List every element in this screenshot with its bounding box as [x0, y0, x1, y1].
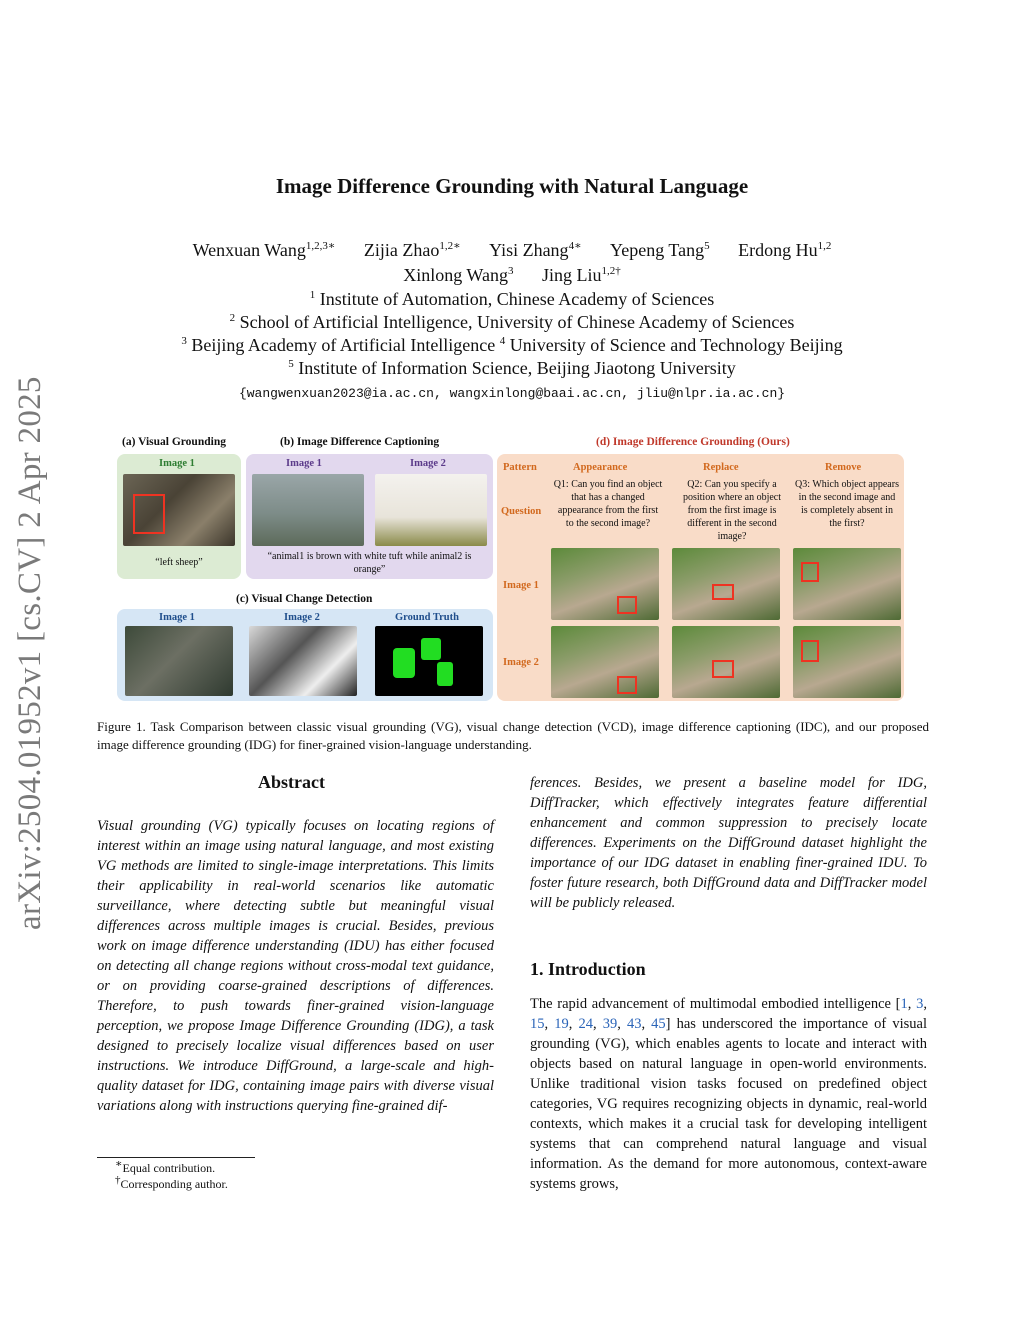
footnote-equal-contribution: ∗Equal contribution. — [115, 1158, 216, 1175]
panel-b-caption: “animal1 is brown with white tuft while animal2 is orange” — [267, 551, 472, 575]
sheep-photo — [123, 474, 235, 546]
figure-caption: Figure 1. Task Comparison between classic visual grounding (VG), visual change detection (VCD), image difference captioning (IDC), and our proposed image difference grounding (IDG) for finer-grained vision-language understanding. — [97, 719, 929, 752]
citation-link[interactable]: 1 — [900, 996, 908, 1012]
abstract-text-left: Visual grounding (VG) typically focuses on locating regions of interest within an image using natural language, and most existing VG methods are limited to single-image interpretations. This limits their applicability in real-world scenarios like automatic surveillance, where detecting subtle but meaningful visual differences across multiple images is crucial. Besides, previous work on image difference understanding (IDU) has either focused on detecting all change regions without cross-modal text guidance, or on providing coarse-grained descriptions of differences. Therefore, to push towards finer-grained vision-language perception, we propose Image Difference Grounding (IDG), a task designed to precisely localize visual differences based on user instructions. We introduce DiffGround, a large-scale and high-quality dataset for IDG, containing image pairs with diverse visual variations along with instructions querying fine-grained dif- — [97, 818, 494, 1114]
panel-c-ground-truth-label: Ground Truth — [395, 612, 459, 623]
panel-visual-change-detection — [117, 609, 493, 701]
author: Jing Liu$^{1,2\dagger}$ — [541, 265, 621, 285]
panel-c-title: (c) Visual Change Detection — [236, 593, 373, 605]
panel-b-image1-label: Image 1 — [286, 458, 322, 469]
citation-link[interactable]: 39 — [602, 1016, 618, 1032]
affiliation-3-4: $^3$ Beijing Academy of Artificial Intelligence $^4$ University of Science and Technology Beijing — [181, 335, 843, 355]
change-mask — [375, 626, 483, 696]
panel-image-difference-grounding — [497, 454, 904, 701]
pattern-replace: Replace — [703, 462, 739, 473]
row-label-question: Question — [501, 506, 542, 517]
garden-image1-a — [551, 548, 659, 620]
author: Zijia Zhao$^{1,2∗}$ — [363, 240, 461, 260]
panel-b-title: (b) Image Difference Captioning — [280, 436, 440, 448]
abstract-text-right: ferences. Besides, we present a baseline model for IDG, DiffTracker, which effectively integrates feature differential enhancement and common suppression to precisely locate differences. Experiments on the DiffGround dataset highlight the importance of our IDG dataset in enabling finer-grained IDU. To foster future research, both DiffGround data and DiffTracker model will be publicly released. — [530, 775, 927, 911]
introduction-heading: 1. Introduction — [530, 959, 646, 979]
panel-c-image2-label: Image 2 — [284, 612, 320, 623]
aerial-photo-1 — [125, 626, 233, 696]
author: Yisi Zhang$^{4∗}$ — [489, 240, 582, 260]
row-label-pattern: Pattern — [503, 462, 537, 473]
citation-link[interactable]: 24 — [578, 1016, 593, 1032]
author-emails: {wangwenxuan2023@ia.ac.cn, wangxinlong@baai.ac.cn, jliu@nlpr.ia.ac.cn} — [238, 386, 786, 401]
author-line-1 — [0, 240, 1024, 261]
garden-image1-c — [793, 548, 901, 620]
pattern-appearance: Appearance — [573, 462, 628, 473]
affiliation-5: $^5$ Institute of Information Science, Beijing Jiaotong University — [288, 358, 736, 378]
author: Yepeng Tang$^5$ — [610, 240, 710, 260]
author-line-2 — [0, 265, 1024, 286]
row-label-image1: Image 1 — [503, 580, 539, 591]
author: Erdong Hu$^{1,2}$ — [738, 240, 832, 260]
affiliation-2: $^2$ School of Artificial Intelligence, University of Chinese Academy of Sciences — [229, 312, 795, 332]
affiliation-1: $^1$ Institute of Automation, Chinese Academy of Sciences — [309, 289, 715, 309]
author: Wenxuan Wang$^{1,2,3∗}$ — [192, 240, 336, 260]
citation-link[interactable]: 3 — [916, 996, 924, 1012]
pattern-remove: Remove — [825, 462, 862, 473]
figure-1 — [110, 432, 910, 700]
citation-link[interactable]: 19 — [554, 1016, 569, 1032]
garden-image2-b — [672, 626, 780, 698]
question-2: Q2: Can you specify a position where an object from the first image is different in the second image? — [682, 479, 782, 542]
panel-visual-grounding — [117, 454, 241, 579]
panel-a-image-label: Image 1 — [159, 458, 195, 469]
grounding-box — [133, 494, 165, 534]
question-1: Q1: Can you find an object that has a changed appearance from the first to the second image? — [553, 479, 663, 529]
garden-image2-a — [551, 626, 659, 698]
aerial-photo-2 — [249, 626, 357, 696]
bird-photo-2 — [375, 474, 487, 546]
footnote-corresponding-author: †Corresponding author. — [115, 1174, 228, 1191]
garden-image1-b — [672, 548, 780, 620]
panel-a-caption: “left sheep” — [155, 557, 203, 568]
paper-title: Image Difference Grounding with Natural Language — [275, 174, 749, 198]
question-3: Q3: Which object appears in the second image and is completely absent in the first? — [795, 479, 899, 529]
panel-image-difference-captioning — [246, 454, 493, 579]
garden-image2-c — [793, 626, 901, 698]
citation-link[interactable]: 45 — [651, 1016, 666, 1032]
panel-c-image1-label: Image 1 — [159, 612, 195, 623]
row-label-image2: Image 2 — [503, 657, 539, 668]
citation-link[interactable]: 15 — [530, 1016, 545, 1032]
citation-link[interactable]: 43 — [626, 1016, 642, 1032]
panel-d-title: (d) Image Difference Grounding (Ours) — [596, 436, 790, 448]
panel-a-title: (a) Visual Grounding — [122, 436, 226, 448]
author: Xinlong Wang$^3$ — [403, 265, 514, 285]
bird-photo-1 — [252, 474, 364, 546]
introduction-text: The rapid advancement of multimodal embodied intelligence [1, 3, 15, 19, 24, 39, 43, 45] has underscored the importance of visual grounding (VG), which enables agents to locate and interact with objects based on natural language in open-world environments. Unlike traditional vision tasks focused on predefined object categories, VG requires recognizing objects in dynamic, real-world contexts, which makes it a crucial task for developing intelligent systems that can comprehend natural language and visual information. As the demand for more autonomous, context-aware systems grows, — [530, 996, 927, 1192]
arxiv-stamp: arXiv:2504.01952v1 [cs.CV] 2 Apr 2025 — [12, 376, 48, 930]
panel-b-image2-label: Image 2 — [410, 458, 446, 469]
abstract-heading: Abstract — [258, 772, 325, 792]
